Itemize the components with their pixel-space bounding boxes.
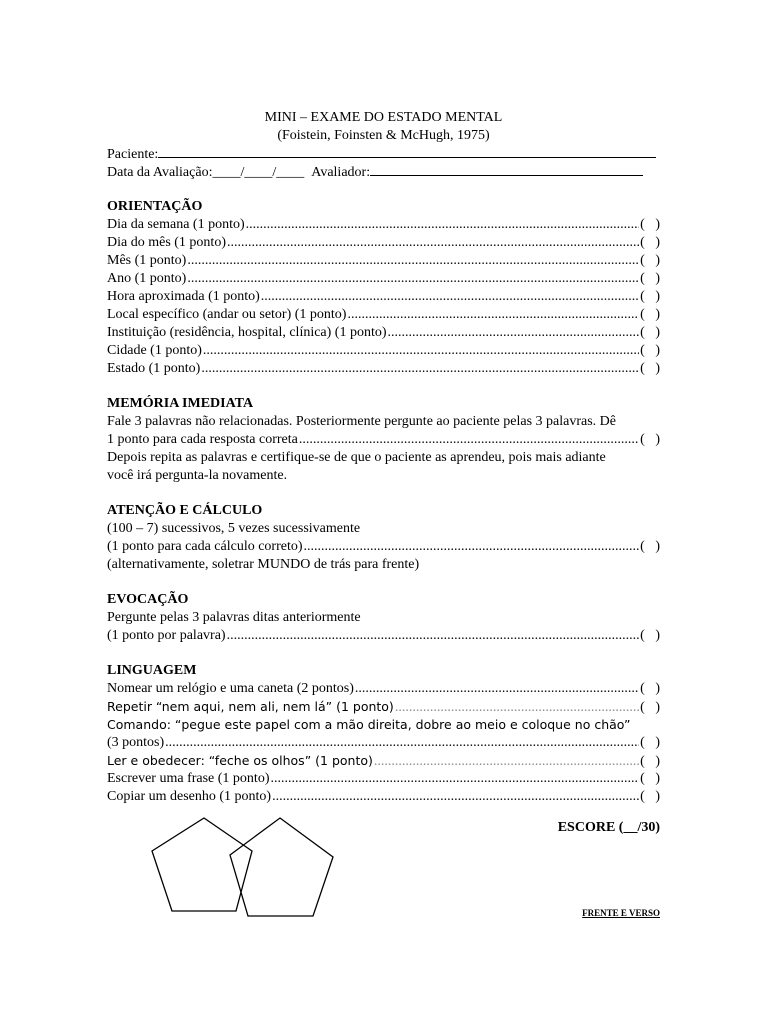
list-item [107, 342, 660, 360]
score-box[interactable]: ( ) [640, 628, 660, 643]
item-label: (1 ponto para cada cálculo correto) [107, 539, 303, 554]
list-item [107, 698, 660, 716]
dot-leader [187, 252, 639, 270]
list-item [107, 216, 660, 234]
dot-leader [395, 699, 639, 717]
memoria-text-1: Fale 3 palavras não relacionadas. Posteriormente pergunte ao paciente pelas 3 palavras. Dê [107, 414, 616, 429]
item-label: (1 ponto por palavra) [107, 628, 226, 643]
evaluator-field[interactable] [370, 163, 643, 176]
pentagon-left [152, 818, 252, 911]
item-label: Comando: “pegue este papel com a mão direita, dobre ao meio e coloque no chão” [107, 717, 631, 732]
dot-leader [299, 431, 639, 449]
list-item [107, 306, 660, 324]
atencao-text-1: (100 – 7) sucessivos, 5 vezes sucessivamente [107, 521, 361, 536]
score-box[interactable]: ( ) [640, 361, 660, 376]
dot-leader [304, 538, 640, 556]
item-label: Ano (1 ponto) [107, 271, 187, 286]
list-item [107, 734, 660, 752]
list-item [107, 431, 660, 449]
item-label: Local específico (andar ou setor) (1 ponto) [107, 307, 347, 322]
score-box[interactable]: ( ) [640, 735, 660, 750]
score-box[interactable]: ( ) [640, 771, 660, 786]
evaluator-label: Avaliador: [311, 165, 371, 180]
evocacao-text-1: Pergunte pelas 3 palavras ditas anteriormente [107, 610, 361, 625]
intersecting-pentagons-drawing [150, 815, 340, 925]
dot-leader [187, 270, 639, 288]
item-label: Nomear um relógio e uma caneta (2 pontos) [107, 681, 354, 696]
section-heading-orientacao: ORIENTAÇÃO [107, 199, 203, 214]
list-item [107, 752, 660, 770]
item-label: (3 pontos) [107, 735, 165, 750]
memoria-text-3: Depois repita as palavras e certifique-se de que o paciente as aprendeu, pois mais adiante [107, 450, 606, 465]
score-box[interactable]: ( ) [640, 235, 660, 250]
score-box[interactable]: ( ) [640, 217, 660, 232]
list-item [107, 788, 660, 806]
score-box[interactable]: ( ) [640, 789, 660, 804]
list-item [107, 538, 660, 556]
score-box[interactable]: ( ) [640, 271, 660, 286]
date-label[interactable]: Data da Avaliação:____/____/____ [107, 165, 305, 180]
dot-leader [355, 680, 639, 698]
score-box[interactable]: ( ) [640, 325, 660, 340]
dot-leader [261, 288, 639, 306]
item-label: Ler e obedecer: “feche os olhos” (1 ponto) [107, 753, 373, 768]
dot-leader [201, 360, 639, 378]
list-item [107, 270, 660, 288]
score-box[interactable]: ( ) [640, 307, 660, 322]
score-box[interactable]: ( ) [640, 343, 660, 358]
patient-row [107, 145, 660, 163]
item-label: Mês (1 ponto) [107, 253, 187, 268]
document-title: MINI – EXAME DO ESTADO MENTAL [264, 110, 503, 125]
linguagem-command-text [107, 716, 660, 734]
section-heading-evocacao: EVOCAÇÃO [107, 592, 189, 607]
dot-leader [227, 234, 639, 252]
dot-leader [347, 306, 639, 324]
item-label: Cidade (1 ponto) [107, 343, 202, 358]
item-label: Escrever uma frase (1 ponto) [107, 771, 270, 786]
list-item [107, 252, 660, 270]
item-label: 1 ponto para cada resposta correta [107, 432, 298, 447]
item-label: Instituição (residência, hospital, clínica) (1 ponto) [107, 325, 387, 340]
item-label: Dia do mês (1 ponto) [107, 235, 226, 250]
score-box[interactable]: ( ) [640, 754, 660, 769]
section-heading-atencao: ATENÇÃO E CÁLCULO [107, 503, 263, 518]
score-box[interactable]: ( ) [640, 539, 660, 554]
list-item [107, 627, 660, 645]
score-box[interactable]: ( ) [640, 700, 660, 715]
section-heading-memoria: MEMÓRIA IMEDIATA [107, 396, 254, 411]
footer-note: FRENTE E VERSO [582, 908, 660, 918]
patient-field[interactable] [158, 145, 656, 158]
item-label: Dia da semana (1 ponto) [107, 217, 245, 232]
patient-label: Paciente: [107, 147, 159, 162]
list-item [107, 360, 660, 378]
score-box[interactable]: ( ) [640, 253, 660, 268]
score-box[interactable]: ( ) [640, 681, 660, 696]
item-label: Estado (1 ponto) [107, 361, 201, 376]
date-row [107, 163, 660, 181]
section-heading-linguagem: LINGUAGEM [107, 663, 197, 678]
dot-leader [374, 753, 639, 771]
list-item [107, 234, 660, 252]
memoria-text-4: você irá pergunta-la novamente. [107, 468, 288, 483]
item-label: Copiar um desenho (1 ponto) [107, 789, 272, 804]
dot-leader [246, 216, 640, 234]
dot-leader [165, 734, 639, 752]
atencao-text-3: (alternativamente, soletrar MUNDO de trás para frente) [107, 557, 420, 572]
item-label: Repetir “nem aqui, nem ali, nem lá” (1 ponto) [107, 699, 394, 714]
score-total: ESCORE (__/30) [557, 820, 660, 835]
list-item [107, 324, 660, 342]
list-item [107, 288, 660, 306]
dot-leader [203, 342, 639, 360]
dot-leader [272, 788, 639, 806]
item-label: Hora aproximada (1 ponto) [107, 289, 260, 304]
list-item [107, 680, 660, 698]
pentagon-right [230, 818, 333, 916]
score-box[interactable]: ( ) [640, 432, 660, 447]
list-item [107, 770, 660, 788]
dot-leader [227, 627, 640, 645]
dot-leader [270, 770, 639, 788]
score-box[interactable]: ( ) [640, 289, 660, 304]
dot-leader [388, 324, 640, 342]
document-subtitle: (Foistein, Foinsten & McHugh, 1975) [277, 128, 490, 143]
